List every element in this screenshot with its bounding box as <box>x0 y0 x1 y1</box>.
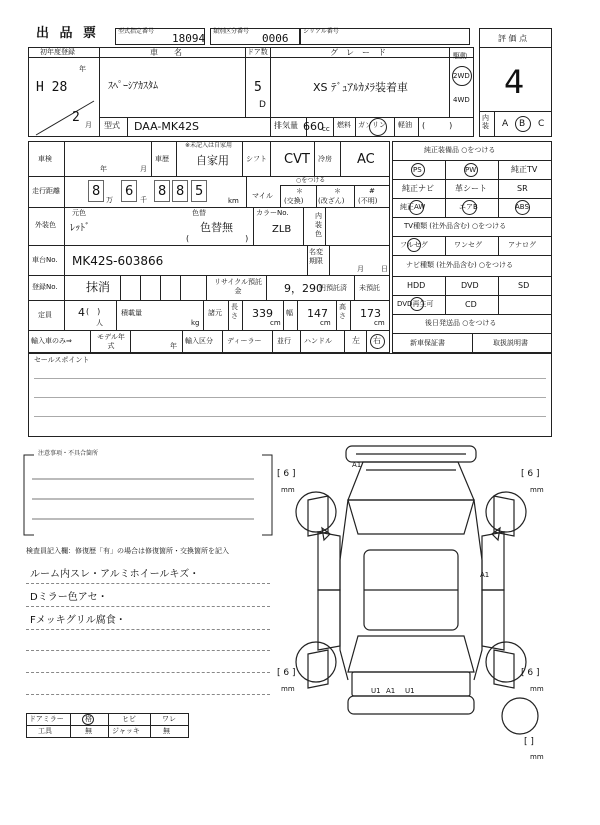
chassis-label: 車台No. <box>32 256 58 264</box>
color-change-paren: ( ) <box>186 234 249 243</box>
mileage-label: 走行距離 <box>32 187 60 195</box>
inspector-line: ルーム内スレ・アルミホイールキズ・ <box>30 569 200 580</box>
fuel-gasoline: ガソリン <box>358 121 386 129</box>
mileage-digit: 8 <box>158 184 167 199</box>
plate: 抹消 <box>86 280 111 294</box>
chassis-no: MK42S-603866 <box>72 254 164 268</box>
steering-left: 左 <box>352 336 360 345</box>
color-change-label: 色替 <box>192 209 206 217</box>
damage-mark: A1 <box>386 687 396 695</box>
legend-tools-value: 無 <box>85 727 92 735</box>
color-change: 色替無 <box>200 221 233 234</box>
doors-label: ドア数 <box>247 48 268 56</box>
inspector-line: Dミラー色アセ・ <box>30 592 108 603</box>
score-value: 4 <box>504 63 525 101</box>
legend-crack: ヒビ <box>122 715 136 723</box>
height: 173 <box>360 307 381 320</box>
type-spec-label: 型式指定番号 <box>118 28 155 35</box>
model-label: 型式 <box>104 121 120 130</box>
airbag: エアB <box>459 203 478 211</box>
displacement-label: 排気量 <box>274 121 298 130</box>
sales-point-label: セールスポイント <box>34 356 90 364</box>
tv-analog: アナログ <box>508 241 536 249</box>
load-unit: kg <box>191 319 200 327</box>
tire-depth: [ 6 ] <box>277 668 296 678</box>
mileage-option: マイル <box>252 192 273 200</box>
import-label: 輸入車のみ⇒ <box>31 337 72 345</box>
parallel: 並行 <box>277 337 291 345</box>
serial-label: シリアル番号 <box>303 28 339 35</box>
capacity-label: 定員 <box>38 311 52 319</box>
mileage-option: ＊ <box>296 187 303 195</box>
score-label: 評 価 点 <box>498 34 528 43</box>
mileage-digit: 8 <box>176 184 185 199</box>
interior-color-label: 内装色 <box>315 212 322 238</box>
capacity: 4 <box>78 306 85 319</box>
height-label: 高さ <box>339 303 346 320</box>
load-label: 積載量 <box>121 309 142 317</box>
drive-label: 駆動 <box>453 52 467 60</box>
mileage-digit: 5 <box>195 184 204 199</box>
navi-dvd: DVD <box>461 281 479 290</box>
inspection-year: 年 <box>100 165 107 173</box>
tire-unit: mm <box>281 486 295 494</box>
navi-hdd: HDD <box>407 281 426 290</box>
import-class-label: 輸入区分 <box>185 337 213 345</box>
pending-month: 月 <box>357 265 364 273</box>
notes-label: 注意事項・不具合箇所 <box>38 450 99 457</box>
mileage-option: ＊ <box>334 187 341 195</box>
recycle-unpaid: 未預託 <box>359 284 380 292</box>
damage-mark: A1 <box>352 461 362 469</box>
legend-mirror-value: 格 <box>85 715 92 723</box>
grade-a: A <box>502 119 509 129</box>
color-label: 外装色 <box>35 221 56 229</box>
steering-right: 右 <box>373 336 381 345</box>
tv-fullseg: フルセグ <box>400 241 428 249</box>
navi-dvd-play: DVD再生可 <box>397 300 434 308</box>
year-unit: 年 <box>79 65 86 73</box>
genuine-ps: PS <box>413 166 422 174</box>
width-unit: cm <box>320 319 331 327</box>
car-name: ｽﾍﾟｰｼｱｶｽﾀﾑ <box>108 81 158 92</box>
inspector-line: Fメッキグリル腐食・ <box>30 615 126 626</box>
first-reg-label: 初年度登録 <box>40 48 75 56</box>
mileage-digit: 6 <box>125 184 134 199</box>
legend-mirror: ドアミラー <box>29 715 64 723</box>
navi-sd: SD <box>518 281 530 290</box>
length: 339 <box>252 307 273 320</box>
height-unit: cm <box>374 319 385 327</box>
model-year-unit: 年 <box>170 342 177 350</box>
grade: XS ﾃﾞｭｱﾙｶﾒﾗ装着車 <box>313 81 409 94</box>
capacity-paren: ( ) <box>86 307 101 316</box>
width-label: 幅 <box>286 309 293 317</box>
spare-depth: [ ] <box>524 737 534 747</box>
mileage-digit: 8 <box>92 184 101 199</box>
drive-4wd: 4WD <box>453 96 470 104</box>
abs: ABS <box>515 203 529 211</box>
reg-month: 2 <box>72 110 80 125</box>
grade-b: B <box>519 119 526 129</box>
pending-label: 名変期限 <box>309 248 323 265</box>
fuel-paren: ( ) <box>422 121 453 130</box>
door-type: D <box>259 100 266 110</box>
mileage-sen: 千 <box>140 196 147 204</box>
recycle-amount: 9，290 <box>284 282 323 295</box>
mileage-km: km <box>228 197 239 205</box>
damage-mark: U1 <box>371 687 381 695</box>
leather-seat: 革シート <box>455 184 487 193</box>
mileage-option-sub: (改ざん) <box>318 197 345 205</box>
inspector-label: 検査員記入欄：修復歴「有」の場合は修復箇所・交換箇所を記入 <box>26 547 229 555</box>
length-label: 長さ <box>231 303 238 320</box>
tire-unit: mm <box>530 685 544 693</box>
new-car-warranty: 新車保証書 <box>410 339 445 347</box>
era-year: H 28 <box>36 80 68 95</box>
legend-jack-value: 無 <box>163 727 170 735</box>
form-title: 出 品 票 <box>36 26 100 41</box>
tv-oneseg: ワンセグ <box>454 241 482 249</box>
docs-label: 後日発送品 ○をつける <box>425 319 497 327</box>
displacement-unit: cc <box>322 125 330 133</box>
mileage-circle-note: ○をつける <box>296 177 326 184</box>
steering-label: ハンドル <box>304 337 332 345</box>
capacity-unit: 人 <box>96 319 103 327</box>
tire-depth: [ 6 ] <box>521 469 540 479</box>
genuine-aw: 純正AW <box>400 203 426 211</box>
mileage-option: # <box>369 187 375 195</box>
history: 自家用 <box>196 154 229 167</box>
navi-label: ナビ種類 (社外品含む) ○をつける <box>406 261 514 269</box>
width: 147 <box>307 307 328 320</box>
inspection-label: 車検 <box>38 155 52 163</box>
model-year-label: モデル年式 <box>97 333 125 350</box>
pending-day: 日 <box>381 265 388 273</box>
original-color-label: 元色 <box>72 209 86 217</box>
dims-label: 諸元 <box>208 309 222 317</box>
legend-tools: 工具 <box>38 727 52 735</box>
model: DAA-MK42S <box>134 120 200 133</box>
tv-label: TV種類 (社外品含む) ○をつける <box>404 222 507 230</box>
dealer: ディーラー <box>227 337 262 345</box>
sales-point-box <box>28 353 552 437</box>
car-diagram <box>288 440 548 740</box>
fuel-label: 燃料 <box>337 121 351 129</box>
damage-mark: U1 <box>405 687 415 695</box>
ac: AC <box>357 152 375 167</box>
legend-break: ワレ <box>162 715 176 723</box>
manual: 取扱説明書 <box>493 339 528 347</box>
navi-cd: CD <box>465 300 477 309</box>
tire-depth: [ 6 ] <box>521 668 540 678</box>
shift: CVT <box>284 152 310 167</box>
mileage-man: 万 <box>106 196 113 204</box>
recycle-label: リサイクル預託金 <box>213 278 263 295</box>
genuine-pw: PW <box>465 166 477 174</box>
notes-bracket <box>22 450 274 537</box>
tire-unit: mm <box>281 685 295 693</box>
inspection-month: 月 <box>140 165 147 173</box>
genuine-tv: 純正TV <box>511 165 538 174</box>
genuine-label: 純正装備品 ○をつける <box>424 146 496 154</box>
month-unit: 月 <box>85 121 92 129</box>
plate-label: 登録No. <box>32 283 58 291</box>
recycle-unit: 円預託済 <box>319 284 347 292</box>
sunroof: SR <box>517 184 528 193</box>
car-name-label: 車 名 <box>150 48 182 57</box>
category-no: 0006 <box>262 32 289 45</box>
drive-2wd: 2WD <box>453 72 470 80</box>
tire-unit: mm <box>530 486 544 494</box>
fuel-light: 軽油 <box>398 121 412 129</box>
shift-label: シフト <box>246 155 267 163</box>
spare-unit: mm <box>530 753 544 761</box>
damage-mark: A1 <box>480 571 490 579</box>
original-color: ﾚｯﾄﾞ <box>70 223 90 234</box>
legend-jack: ジャッキ <box>112 727 140 735</box>
ac-label: 冷房 <box>318 155 332 163</box>
type-spec-no: 18094 <box>172 32 206 45</box>
grade-label: グ レ ー ド <box>330 48 386 57</box>
length-unit: cm <box>270 319 281 327</box>
genuine-navi: 純正ナビ <box>402 184 434 193</box>
color-no: ZLB <box>272 224 292 235</box>
interior-label: 内装 <box>482 114 489 130</box>
history-note: ※未記入は自家用 <box>185 142 233 149</box>
mileage-option-sub: (交換) <box>284 197 304 205</box>
history-label: 車歴 <box>155 155 169 163</box>
grade-c: C <box>538 119 545 129</box>
category-label: 類別区分番号 <box>213 28 250 35</box>
doors: 5 <box>254 80 262 95</box>
tire-depth: [ 6 ] <box>277 469 296 479</box>
displacement: 660 <box>303 120 324 133</box>
color-no-label: カラーNo. <box>256 209 289 217</box>
mileage-option-sub: (不明) <box>358 197 378 205</box>
